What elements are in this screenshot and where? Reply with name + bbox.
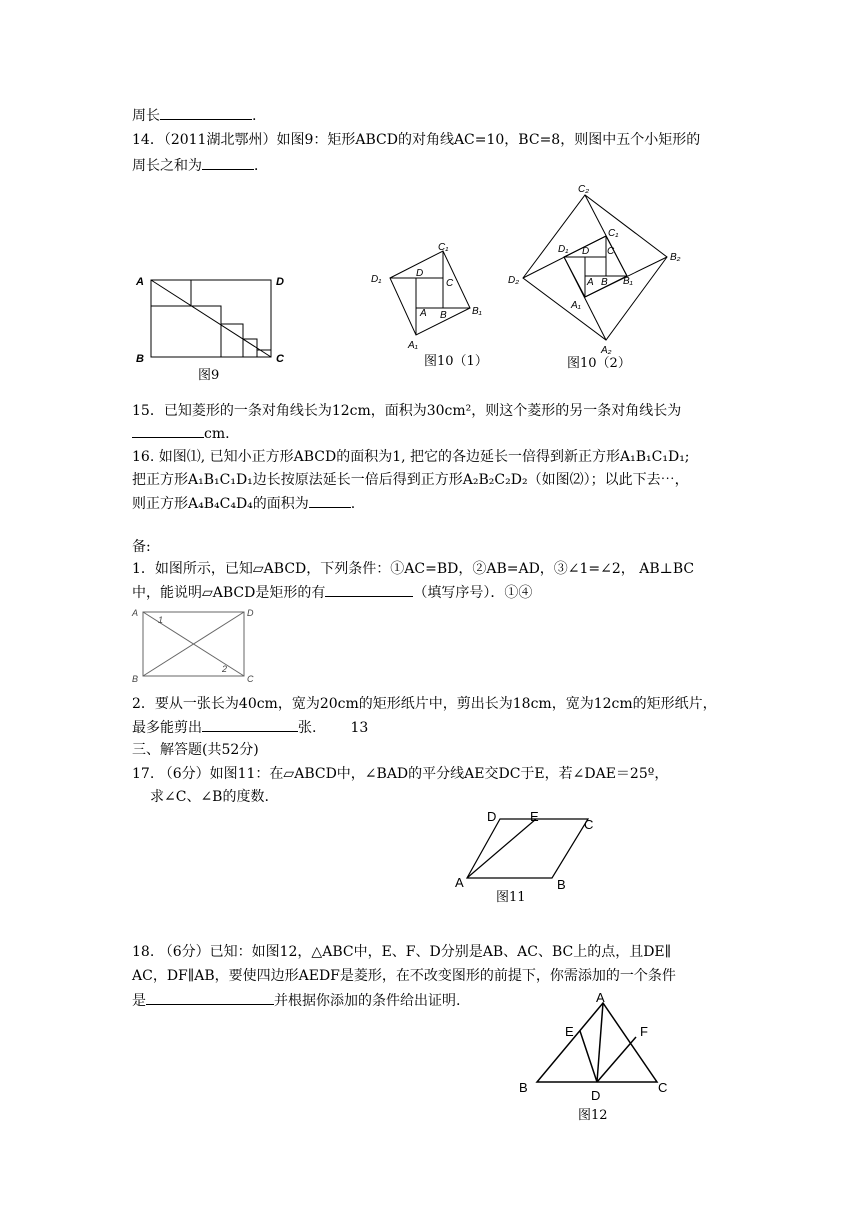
answer-blank[interactable] [202, 155, 254, 170]
text: 中，能说明▱ABCD是矩形的有 [132, 585, 326, 601]
fig9-caption: 图9 [198, 368, 220, 383]
label-D: D [582, 246, 590, 257]
label-C: C [584, 817, 594, 832]
label-A: A [136, 276, 144, 288]
label-A1: A₁ [571, 300, 581, 311]
text: （填写序号）．①④ [413, 585, 533, 601]
q16-line3 [132, 493, 355, 514]
answer-blank[interactable] [325, 582, 413, 597]
q16-line2: 把正方形A₁B₁C₁D₁边长按原法延长一倍后得到正方形A₂B₂C₂D₂（如图⑵）；以此下去⋯， [132, 472, 689, 488]
fig12-caption: 图12 [578, 1108, 608, 1123]
label-B: B [132, 674, 139, 684]
label-C: C [607, 246, 615, 257]
q18-line1: 18. （6分）已知：如图12，△ABC中，E、F、D分别是AB、AC、BC上的点，且DE∥ [132, 944, 672, 960]
figure-12 [510, 990, 680, 1105]
text: 是 [132, 993, 146, 1009]
section-3-heading: 三、解答题(共52分) [132, 742, 259, 758]
label-E: E [565, 1024, 574, 1039]
label-B1: B₁ [623, 276, 633, 287]
label-A: A [455, 875, 464, 890]
q15-line2 [132, 423, 230, 444]
b1-line2 [132, 582, 532, 603]
text: 则正方形A₄B₄C₄D₄的面积为 [132, 496, 309, 512]
q15-line1: 15．已知菱形的一条对角线长为12cm，面积为30cm²，则这个菱形的另一条对角线长为 [132, 403, 682, 419]
answer-blank[interactable] [132, 423, 204, 438]
label-C: C [658, 1080, 668, 1095]
line-prev-perimeter [132, 105, 256, 126]
q18-line3 [132, 990, 460, 1011]
text: . [252, 108, 257, 124]
label-E: E [530, 809, 539, 824]
q17-line2: 求∠C、∠B的度数. [150, 789, 269, 805]
b2-line1: 2．要从一张长为40cm，宽为20cm的矩形纸片中，剪出长为18cm，宽为12cm的矩形纸片， [132, 696, 717, 712]
b2-line2 [132, 717, 368, 738]
label-B: B [136, 353, 144, 365]
text: 并根据你添加的条件给出证明. [274, 993, 461, 1009]
label-D: D [487, 809, 497, 824]
label-C1: C₁ [438, 242, 449, 253]
text: ． [254, 158, 268, 174]
text: 周长 [132, 108, 160, 124]
label-B1: B₁ [472, 306, 482, 317]
fig11-caption: 图11 [496, 890, 526, 905]
figure-parallelogram-abcd [130, 604, 260, 684]
figure-9 [130, 270, 290, 370]
label-B: B [440, 310, 447, 321]
label-D2: D₂ [508, 275, 520, 286]
text: cm. [204, 426, 230, 442]
answer-blank[interactable] [160, 105, 252, 120]
label-D: D [276, 276, 284, 288]
label-C1: C₁ [608, 228, 619, 239]
label-C2: C₂ [578, 184, 590, 195]
label-C: C [446, 278, 454, 289]
answer-blank[interactable] [146, 990, 274, 1005]
q18-line2: AC，DF∥AB，要使四边形AEDF是菱形，在不改变图形的前提下，你需添加的一个条件 [132, 968, 676, 984]
label-D: D [416, 268, 424, 279]
q16-line1: 16. 如图⑴, 已知小正方形ABCD的面积为1, 把它的各边延长一倍得到新正方形A₁B₁C₁D₁; [132, 449, 690, 465]
label-D1: D₁ [371, 274, 382, 285]
label-A2: A₂ [601, 345, 612, 356]
answer-blank[interactable] [309, 493, 351, 508]
text: . [350, 496, 356, 512]
text: 周长之和为 [132, 158, 202, 174]
angle-1-label: 1 [158, 615, 164, 625]
label-B: B [519, 1080, 528, 1095]
answer-text: 13 [350, 720, 369, 736]
angle-2-label: 2 [222, 664, 228, 674]
q14-line1: 14．（2011湖北鄂州）如图9：矩形ABCD的对角线AC=10，BC=8，则图中五个小矩形的 [132, 132, 701, 148]
label-B: B [557, 877, 566, 892]
label-D1: D₁ [558, 244, 569, 255]
label-A1: A₁ [408, 340, 418, 351]
q14-line2 [132, 155, 268, 176]
fig10-1-caption: 图10（1） [424, 354, 488, 369]
label-A: A [596, 990, 605, 1005]
label-D: D [247, 608, 254, 618]
b1-line1: 1．如图所示，已知▱ABCD，下列条件：①AC=BD，②AB=AD，③∠1=∠2， AB⊥BC [132, 561, 695, 577]
label-C: C [276, 353, 284, 365]
label-D: D [591, 1088, 601, 1103]
figure-11 [450, 808, 610, 893]
label-B2: B₂ [670, 252, 681, 263]
label-A: A [587, 277, 594, 288]
label-C: C [247, 674, 254, 684]
label-F: F [640, 1024, 648, 1039]
label-A: A [132, 608, 139, 618]
label-B: B [601, 277, 608, 288]
bei-heading: 备: [132, 539, 151, 555]
answer-blank[interactable] [202, 717, 298, 732]
label-A: A [420, 308, 427, 319]
q17-line1: 17. （6分）如图11：在▱ABCD中，∠BAD的平分线AE交DC于E，若∠DAE＝25º， [132, 766, 669, 782]
figure-10-2 [505, 180, 690, 358]
figure-10-1 [368, 238, 493, 353]
fig10-2-caption: 图10（2） [567, 356, 631, 371]
text: 张. [298, 720, 317, 736]
text: 最多能剪出 [132, 720, 202, 736]
